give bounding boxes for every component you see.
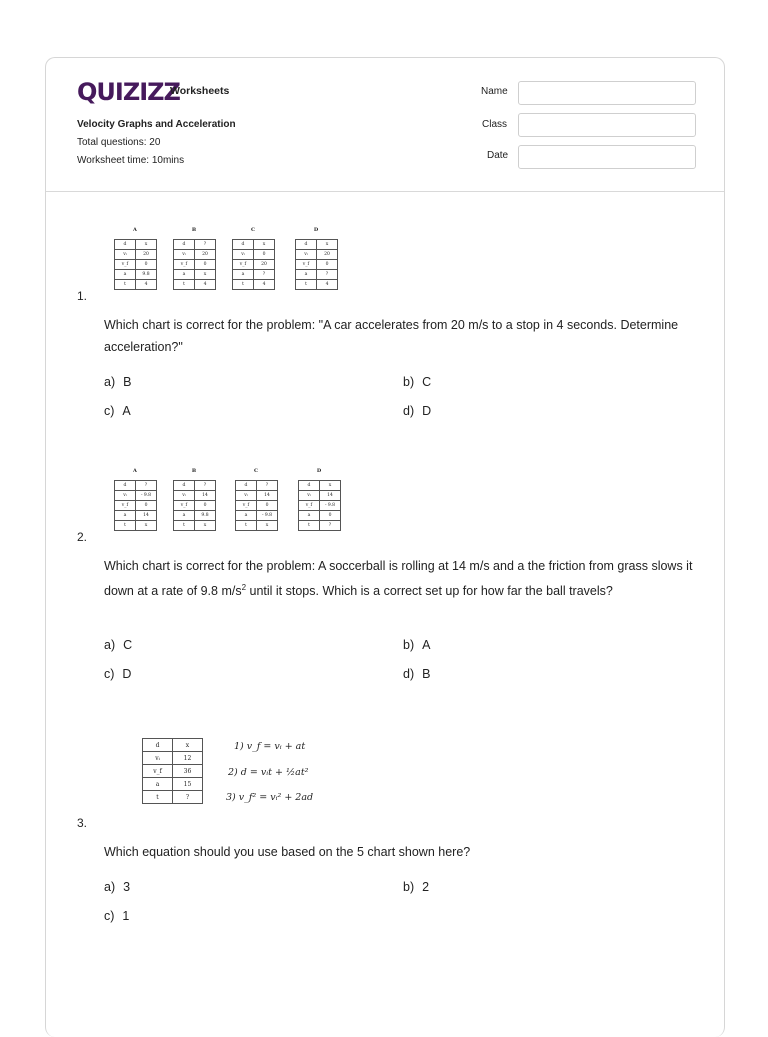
chart-cell: - 9.8 [136, 491, 157, 501]
q2-option-d[interactable] [403, 667, 430, 681]
chart-cell: 0 [317, 260, 338, 270]
chart-cell: a [143, 778, 173, 791]
chart-cell: t [115, 280, 136, 290]
chart-cell: 20 [195, 250, 216, 260]
option-value: A [122, 404, 131, 418]
q3-option-b[interactable] [403, 880, 429, 894]
chart-cell: v_f [233, 260, 254, 270]
q1-chart-caption: A [133, 227, 137, 233]
option-value: C [123, 638, 133, 652]
chart-cell: t [296, 280, 317, 290]
chart-cell: d [296, 240, 317, 250]
chart-cell: 4 [195, 280, 216, 290]
chart-cell: v_f [296, 260, 317, 270]
option-letter: c) [104, 909, 115, 923]
q1-number: 1. [77, 289, 88, 303]
q2-chart-caption: A [133, 468, 137, 474]
chart-cell: vᵢ [115, 491, 136, 501]
q2-text-part: Which chart is correct for the problem: A soccerball is rolling at 14 m/s and a the friction from grass slows it down at a rate of 9.8 m/s [104, 559, 693, 599]
q1-chart-table [295, 239, 338, 290]
chart-cell: 14 [320, 491, 341, 501]
option-letter: c) [104, 667, 115, 681]
chart-cell: x [136, 240, 157, 250]
q2-chart-table [114, 480, 157, 531]
chart-cell: a [174, 511, 195, 521]
chart-cell: 20 [136, 250, 157, 260]
q2-chart-caption: D [316, 468, 322, 474]
option-value: D [422, 404, 432, 418]
chart-cell: v_f [115, 501, 136, 511]
chart-cell: d [233, 240, 254, 250]
chart-cell: vᵢ [296, 250, 317, 260]
q2-chart-caption: B [191, 468, 197, 474]
chart-cell: 4 [317, 280, 338, 290]
chart-cell: 15 [173, 778, 203, 791]
logo-subtitle: Worksheets [170, 85, 230, 97]
option-value: B [422, 667, 431, 681]
chart-cell: 20 [317, 250, 338, 260]
chart-cell: 4 [254, 280, 275, 290]
q1-chart-caption: D [313, 227, 319, 233]
q3-text: Which equation should you use based on the 5 chart shown here? [104, 845, 471, 859]
chart-cell: a [174, 270, 195, 280]
chart-cell: v_f [143, 765, 173, 778]
chart-cell: x [317, 240, 338, 250]
option-letter: d) [403, 404, 415, 418]
option-value: 2 [422, 880, 430, 894]
total-questions: Total questions: 20 [77, 137, 161, 148]
chart-cell: 9.8 [136, 270, 157, 280]
chart-cell: - 9.8 [320, 501, 341, 511]
date-label: Date [487, 150, 509, 161]
chart-cell: t [233, 280, 254, 290]
chart-cell: vᵢ [236, 491, 257, 501]
worksheet-header [46, 58, 724, 192]
chart-cell: t [174, 521, 195, 531]
chart-cell: ? [136, 481, 157, 491]
name-label: Name [481, 86, 508, 97]
q3-chart-table [142, 738, 203, 804]
q2-number: 2. [77, 530, 88, 544]
q3-option-a[interactable] [104, 880, 130, 894]
chart-cell: vᵢ [233, 250, 254, 260]
chart-cell: a [299, 511, 320, 521]
chart-cell: v_f [299, 501, 320, 511]
q1-chart-caption: C [251, 227, 255, 233]
chart-cell: 36 [173, 765, 203, 778]
chart-cell: d [299, 481, 320, 491]
chart-cell: v_f [174, 260, 195, 270]
chart-cell: ? [257, 481, 278, 491]
chart-cell: d [143, 739, 173, 752]
option-letter: a) [104, 638, 116, 652]
chart-cell: ? [320, 521, 341, 531]
q2-chart-table [235, 480, 278, 531]
quizizz-logo: QUIZIZZ [77, 78, 180, 106]
chart-cell: a [296, 270, 317, 280]
chart-cell: v_f [115, 260, 136, 270]
chart-cell: d [115, 240, 136, 250]
chart-cell: d [174, 481, 195, 491]
q2-option-a[interactable] [104, 638, 132, 652]
option-letter: b) [403, 638, 415, 652]
worksheet-title: Velocity Graphs and Acceleration [77, 119, 236, 130]
chart-cell: a [233, 270, 254, 280]
chart-cell: 14 [195, 491, 216, 501]
option-value: 3 [123, 880, 131, 894]
q2-chart-caption: C [254, 468, 258, 474]
q1-option-c[interactable] [104, 404, 131, 418]
chart-cell: a [115, 511, 136, 521]
q3-equation-3: 3) v_f² = vᵢ² + 2ad [226, 792, 314, 803]
chart-cell: vᵢ [115, 250, 136, 260]
chart-cell: ? [173, 791, 203, 804]
q1-option-b[interactable] [403, 375, 431, 389]
chart-cell: v_f [174, 501, 195, 511]
chart-cell: v_f [236, 501, 257, 511]
chart-cell: t [236, 521, 257, 531]
chart-cell: a [115, 270, 136, 280]
chart-cell: 0 [195, 501, 216, 511]
chart-cell: x [173, 739, 203, 752]
chart-cell: 12 [173, 752, 203, 765]
q1-chart-table [232, 239, 275, 290]
chart-cell: 20 [254, 260, 275, 270]
chart-cell: t [174, 280, 195, 290]
q2-option-b[interactable] [403, 638, 430, 652]
class-field[interactable] [518, 113, 696, 137]
chart-cell: 0 [136, 260, 157, 270]
q1-chart-table [114, 239, 157, 290]
option-letter: a) [104, 375, 116, 389]
chart-cell: x [195, 521, 216, 531]
option-value: B [123, 375, 132, 389]
q1-chart-table [173, 239, 216, 290]
chart-cell: 0 [320, 511, 341, 521]
option-letter: c) [104, 404, 115, 418]
chart-cell: d [236, 481, 257, 491]
q3-equation-2: 2) d = vᵢt + ½at² [228, 767, 309, 778]
q1-option-a[interactable] [104, 375, 131, 389]
chart-cell: - 9.8 [257, 511, 278, 521]
chart-cell: 14 [136, 511, 157, 521]
option-value: A [422, 638, 431, 652]
worksheet [45, 57, 725, 1037]
chart-cell: 0 [254, 250, 275, 260]
chart-cell: 9.8 [195, 511, 216, 521]
chart-cell: d [174, 240, 195, 250]
q1-option-d[interactable] [403, 404, 431, 418]
q2-option-c[interactable] [104, 667, 131, 681]
chart-cell: ? [254, 270, 275, 280]
chart-cell: 14 [257, 491, 278, 501]
chart-cell: x [195, 270, 216, 280]
q2-text-part: until it stops. Which is a correct set up for how far the ball travels? [246, 584, 613, 599]
option-letter: d) [403, 667, 415, 681]
option-value: D [122, 667, 132, 681]
chart-cell: 0 [195, 260, 216, 270]
chart-cell: t [299, 521, 320, 531]
q3-equation-1: 1) v_f = vᵢ + at [234, 741, 306, 752]
chart-cell: t [143, 791, 173, 804]
q2-text-sup: 2 [241, 583, 247, 592]
q2-text [104, 555, 694, 602]
chart-cell: d [115, 481, 136, 491]
class-label: Class [482, 119, 508, 130]
option-value: C [422, 375, 432, 389]
option-letter: b) [403, 880, 415, 894]
chart-cell: x [136, 521, 157, 531]
chart-cell: a [236, 511, 257, 521]
chart-cell: 0 [257, 501, 278, 511]
name-field[interactable] [518, 81, 696, 105]
chart-cell: vᵢ [143, 752, 173, 765]
q2-chart-table [173, 480, 216, 531]
option-value: 1 [122, 909, 130, 923]
chart-cell: ? [195, 240, 216, 250]
chart-cell: vᵢ [174, 250, 195, 260]
chart-cell: x [254, 240, 275, 250]
chart-cell: ? [317, 270, 338, 280]
q2-chart-table [298, 480, 341, 531]
q3-number: 3. [77, 816, 88, 830]
chart-cell: vᵢ [299, 491, 320, 501]
option-letter: a) [104, 880, 116, 894]
q1-text: Which chart is correct for the problem: "A car accelerates from 20 m/s to a stop in 4 seconds. Determine acceleration?" [104, 318, 679, 354]
chart-cell: ? [195, 481, 216, 491]
option-letter: b) [403, 375, 415, 389]
chart-cell: 0 [136, 501, 157, 511]
q3-option-c[interactable] [104, 909, 129, 923]
chart-cell: x [257, 521, 278, 531]
chart-cell: t [115, 521, 136, 531]
chart-cell: vᵢ [174, 491, 195, 501]
q1-chart-caption: B [191, 227, 197, 233]
chart-cell: 4 [136, 280, 157, 290]
chart-cell: x [320, 481, 341, 491]
date-field[interactable] [518, 145, 696, 169]
worksheet-time: Worksheet time: 10mins [77, 155, 185, 166]
